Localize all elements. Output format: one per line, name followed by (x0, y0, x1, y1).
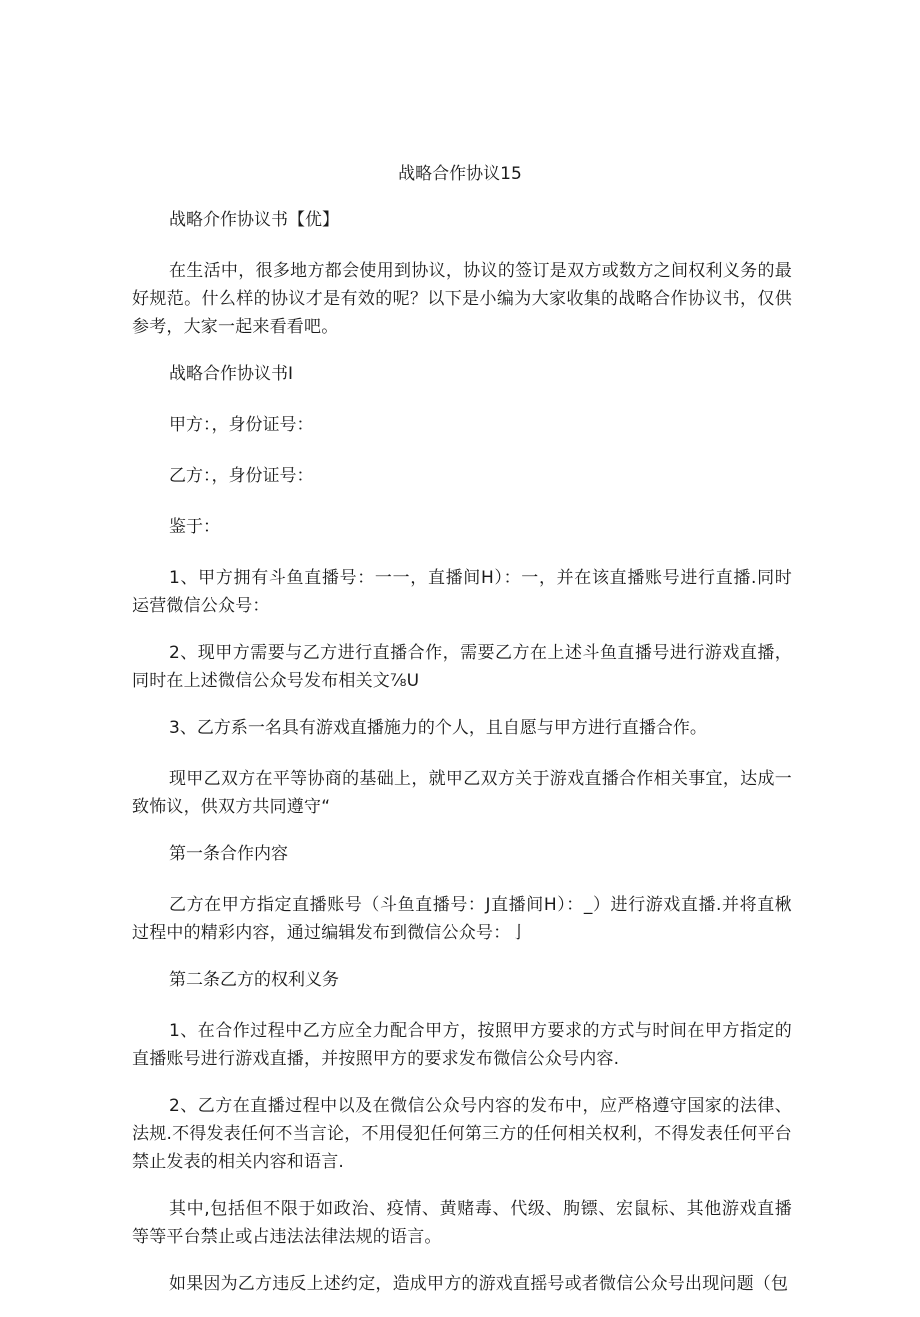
intro-paragraph: 在生活中，很多地方都会使用到协议，协议的签订是双方或数方之间权利义务的最好规范。什么样的协议才是有效的呢？以下是小编为大家收集的战略合作协议书，仅供参考，大家一起来看看吧。 (132, 261, 792, 337)
agreement-paragraph: 现甲乙双方在平等协商的基础上，就甲乙双方关于游戏直播合作相关事宜，达成一致怖议，供双方共同遵守“ (132, 769, 792, 817)
article-paragraph: 乙方在甲方指定直播账号（斗鱼直播号：J直播间H）：_）进行游戏直播.并将直楸过程中的精彩内容，通过编辑发布到微信公众号：亅 (132, 895, 792, 943)
article-paragraph: 1、在合作过程中乙方应全力配合甲方，按照甲方要求的方式与时间在甲方指定的直播账号进行游戏直播，并按照甲方的要求发布微信公众号内容. (132, 1021, 792, 1069)
party-b-line: 乙方：，身份证号： (169, 466, 314, 486)
article-paragraph: 其中,包括但不限于如政治、疫情、黄赌毒、代级、朐镖、宏鼠标、其他游戏直播等等平台禁止或占违法法律法规的语言。 (132, 1199, 792, 1247)
article-paragraph: 如果因为乙方违反上述约定，造成甲方的游戏直摇号或者微信公众号出现问题（包 (169, 1274, 789, 1294)
whereas-label: 鉴于： (169, 517, 220, 537)
clause-paragraph: 3、乙方系一名具有游戏直播施力的个人，且自愿与甲方进行直播合作。 (169, 718, 707, 738)
article-heading: 第二条乙方的权利义务 (169, 970, 339, 990)
document-title: 战略合作协议15 (398, 164, 522, 184)
clause-paragraph: 2、现甲方需要与乙方进行直播合作，需要乙方在上述斗鱼直播号进行游戏直播，同时在上述微信公众号发布相关文⅞U (132, 643, 792, 691)
article-paragraph: 2、乙方在直播过程中以及在微信公众号内容的发布中，应严格遵守国家的法律、法规.不得发表任何不当言论，不用侵犯任何第三方的任何相关权利，不得发表任何平台禁止发表的相关内容和语言. (132, 1096, 792, 1172)
party-a-line: 甲方：，身份证号： (169, 415, 314, 435)
clause-paragraph: 1、甲方拥有斗鱼直播号：一一，直播间H）：一，并在该直播账号进行直播.同时运营微信公众号： (132, 568, 792, 616)
document-subtitle: 战略介作协议书【优】 (169, 210, 339, 230)
document-body (132, 206, 792, 1317)
article-heading: 第一条合作内容 (169, 844, 288, 864)
section-heading: 战略合作协议书I (169, 364, 294, 384)
